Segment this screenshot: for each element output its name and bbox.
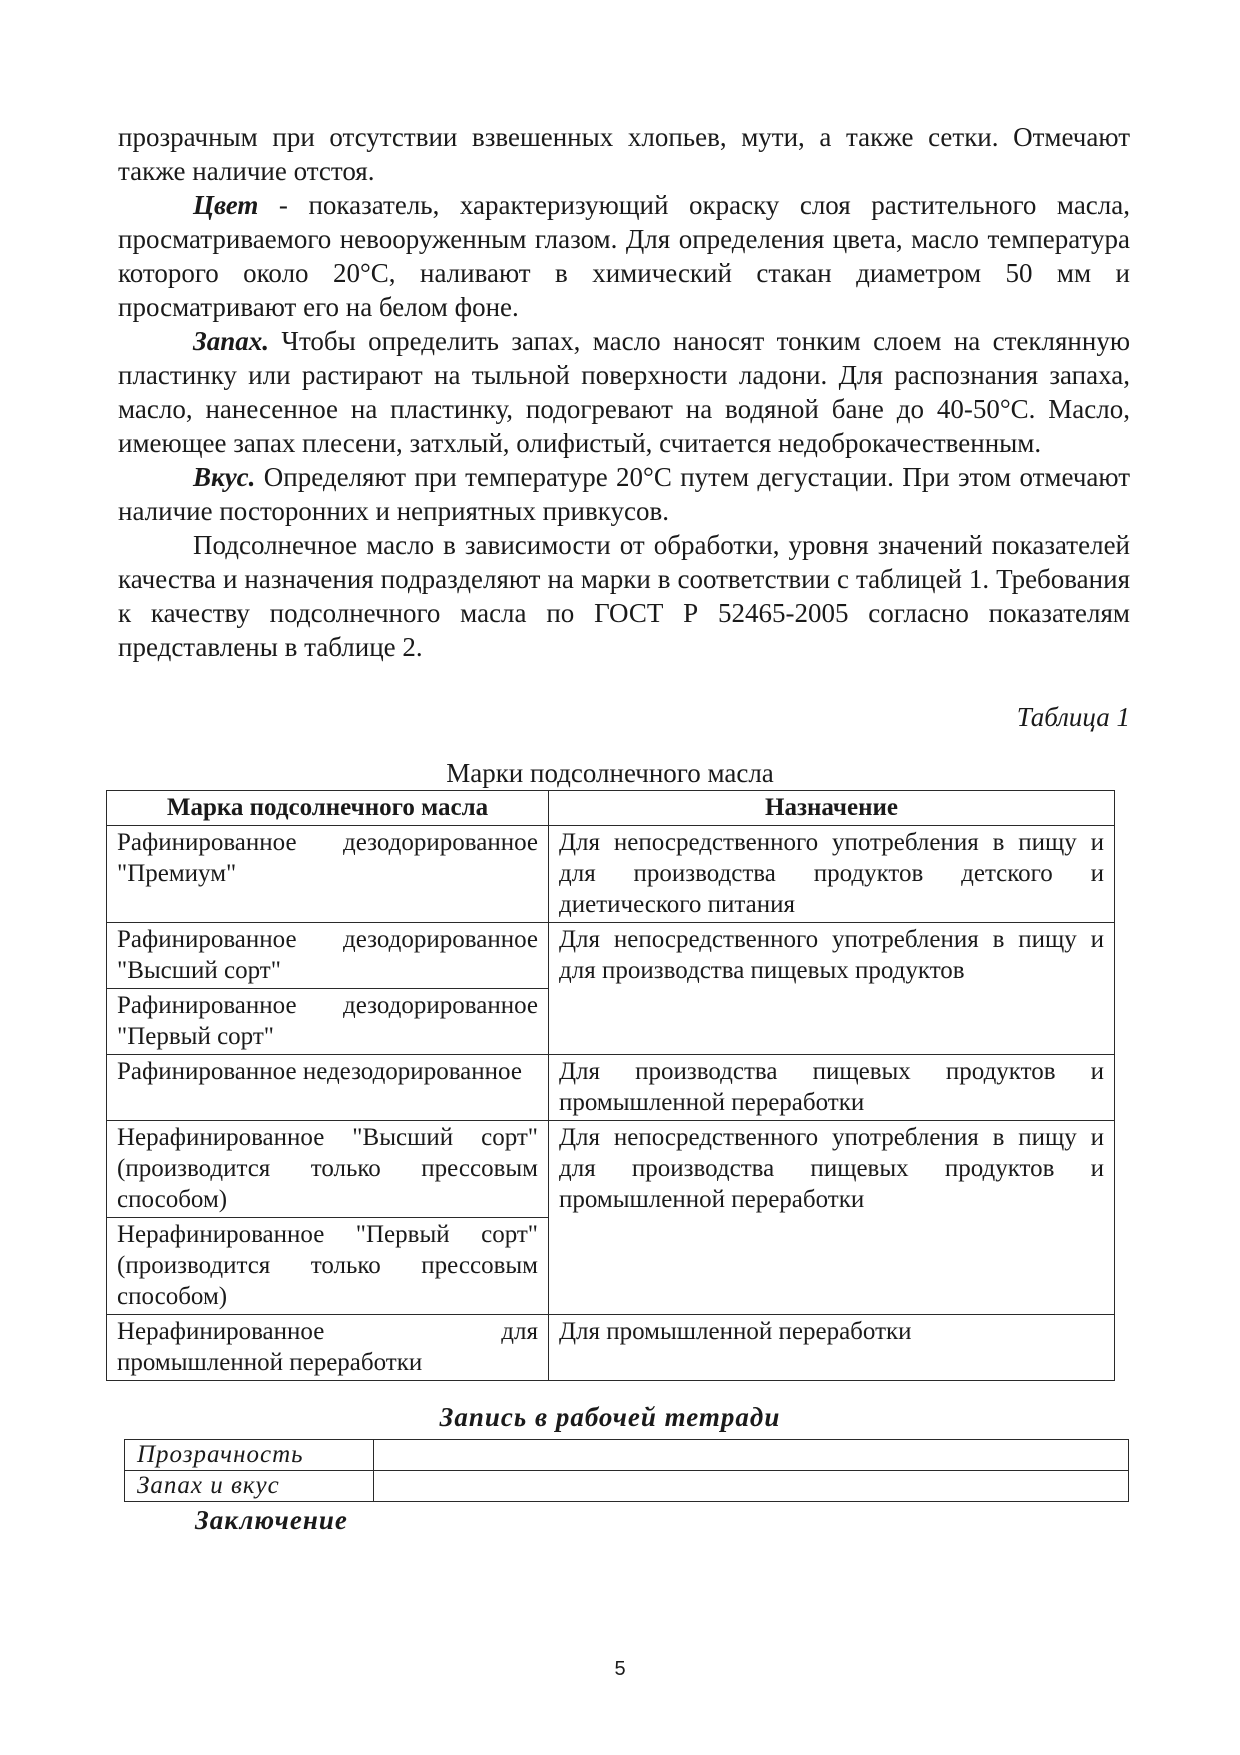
grade-cell: Рафинированное недезодорированное — [107, 1055, 549, 1121]
purpose-cell: Для производства пищевых продуктов и промышленной переработки — [549, 1055, 1115, 1121]
header-grade: Марка подсолнечного масла — [107, 791, 549, 826]
term-smell: Запах. — [193, 326, 270, 356]
table-header-row — [107, 791, 1115, 826]
conclusion-heading: Заключение — [195, 1505, 348, 1535]
paragraph-transparency-end: прозрачным при отсутствии взвешенных хлопьев, мути, а также сетки. Отмечают также наличие отстоя. — [118, 122, 1130, 186]
grade-cell: Нерафинированное "Высший сорт" (производится только прессовым способом) — [107, 1121, 549, 1218]
table-row — [107, 1055, 1115, 1121]
workbook-table — [124, 1439, 1129, 1502]
table-row — [107, 1121, 1115, 1218]
body-text — [118, 120, 1130, 664]
table-caption: Марки подсолнечного масла — [446, 758, 774, 788]
purpose-cell: Для непосредственного употребления в пищу и для производства пищевых продуктов — [549, 923, 1115, 1055]
table-row — [107, 1315, 1115, 1381]
grade-cell: Рафинированное дезодорированное "Высший сорт" — [107, 923, 549, 989]
paragraph-smell: Запах. Чтобы определить запах, масло наносят тонким слоем на стеклянную пластинку или растирают на тыльной поверхности ладони. Для распознания запаха, масло, нанесенное на пластинку, подогревают на водяной бане до 40-50°С. Масло, имеющее запах плесени, затхлый, олифистый, считается недоброкачественным. — [118, 326, 1130, 458]
paragraph-grades-intro: Подсолнечное масло в зависимости от обработки, уровня значений показателей качества и назначения подразделяют на марки в соответствии с таблицей 1. Требования к качеству подсолнечного масла по ГОСТ Р 52465-2005 согласно показателям представлены в таблице 2. — [118, 530, 1130, 662]
table-number: Таблица 1 — [1016, 702, 1130, 732]
workbook-entry-field[interactable] — [374, 1440, 1129, 1471]
workbook-label: Прозрачность — [125, 1440, 374, 1471]
grade-cell: Нерафинированное "Первый сорт" (производится только прессовым способом) — [107, 1218, 549, 1315]
paragraph-color: Цвет - показатель, характеризующий окраску слоя растительного масла, просматриваемого невооруженным глазом. Для определения цвета, масло температура которого около 20°С, наливают в химический стакан диаметром 50 мм и просматривают его на белом фоне. — [118, 190, 1130, 322]
oil-grades-table — [106, 790, 1115, 1381]
workbook-row-transparency — [125, 1440, 1129, 1471]
page-number: 5 — [614, 1658, 626, 1680]
workbook-title: Запись в рабочей тетради — [439, 1402, 781, 1432]
term-taste: Вкус. — [193, 462, 256, 492]
grade-cell: Рафинированное дезодорированное "Премиум" — [107, 826, 549, 923]
purpose-cell: Для непосредственного употребления в пищу и для производства пищевых продуктов и промышленной переработки — [549, 1121, 1115, 1315]
paragraph-taste: Вкус. Определяют при температуре 20°С путем дегустации. При этом отмечают наличие посторонних и неприятных привкусов. — [118, 462, 1130, 526]
purpose-cell: Для непосредственного употребления в пищу и для производства продуктов детского и диетического питания — [549, 826, 1115, 923]
table-row — [107, 923, 1115, 989]
grade-cell: Рафинированное дезодорированное "Первый сорт" — [107, 989, 549, 1055]
grade-cell: Нерафинированное для промышленной переработки — [107, 1315, 549, 1381]
workbook-row-smell-taste — [125, 1471, 1129, 1502]
header-purpose: Назначение — [549, 791, 1115, 826]
purpose-cell: Для промышленной переработки — [549, 1315, 1115, 1381]
workbook-entry-field[interactable] — [374, 1471, 1129, 1502]
term-color: Цвет — [193, 190, 259, 220]
table-row — [107, 826, 1115, 923]
workbook-label: Запах и вкус — [125, 1471, 374, 1502]
